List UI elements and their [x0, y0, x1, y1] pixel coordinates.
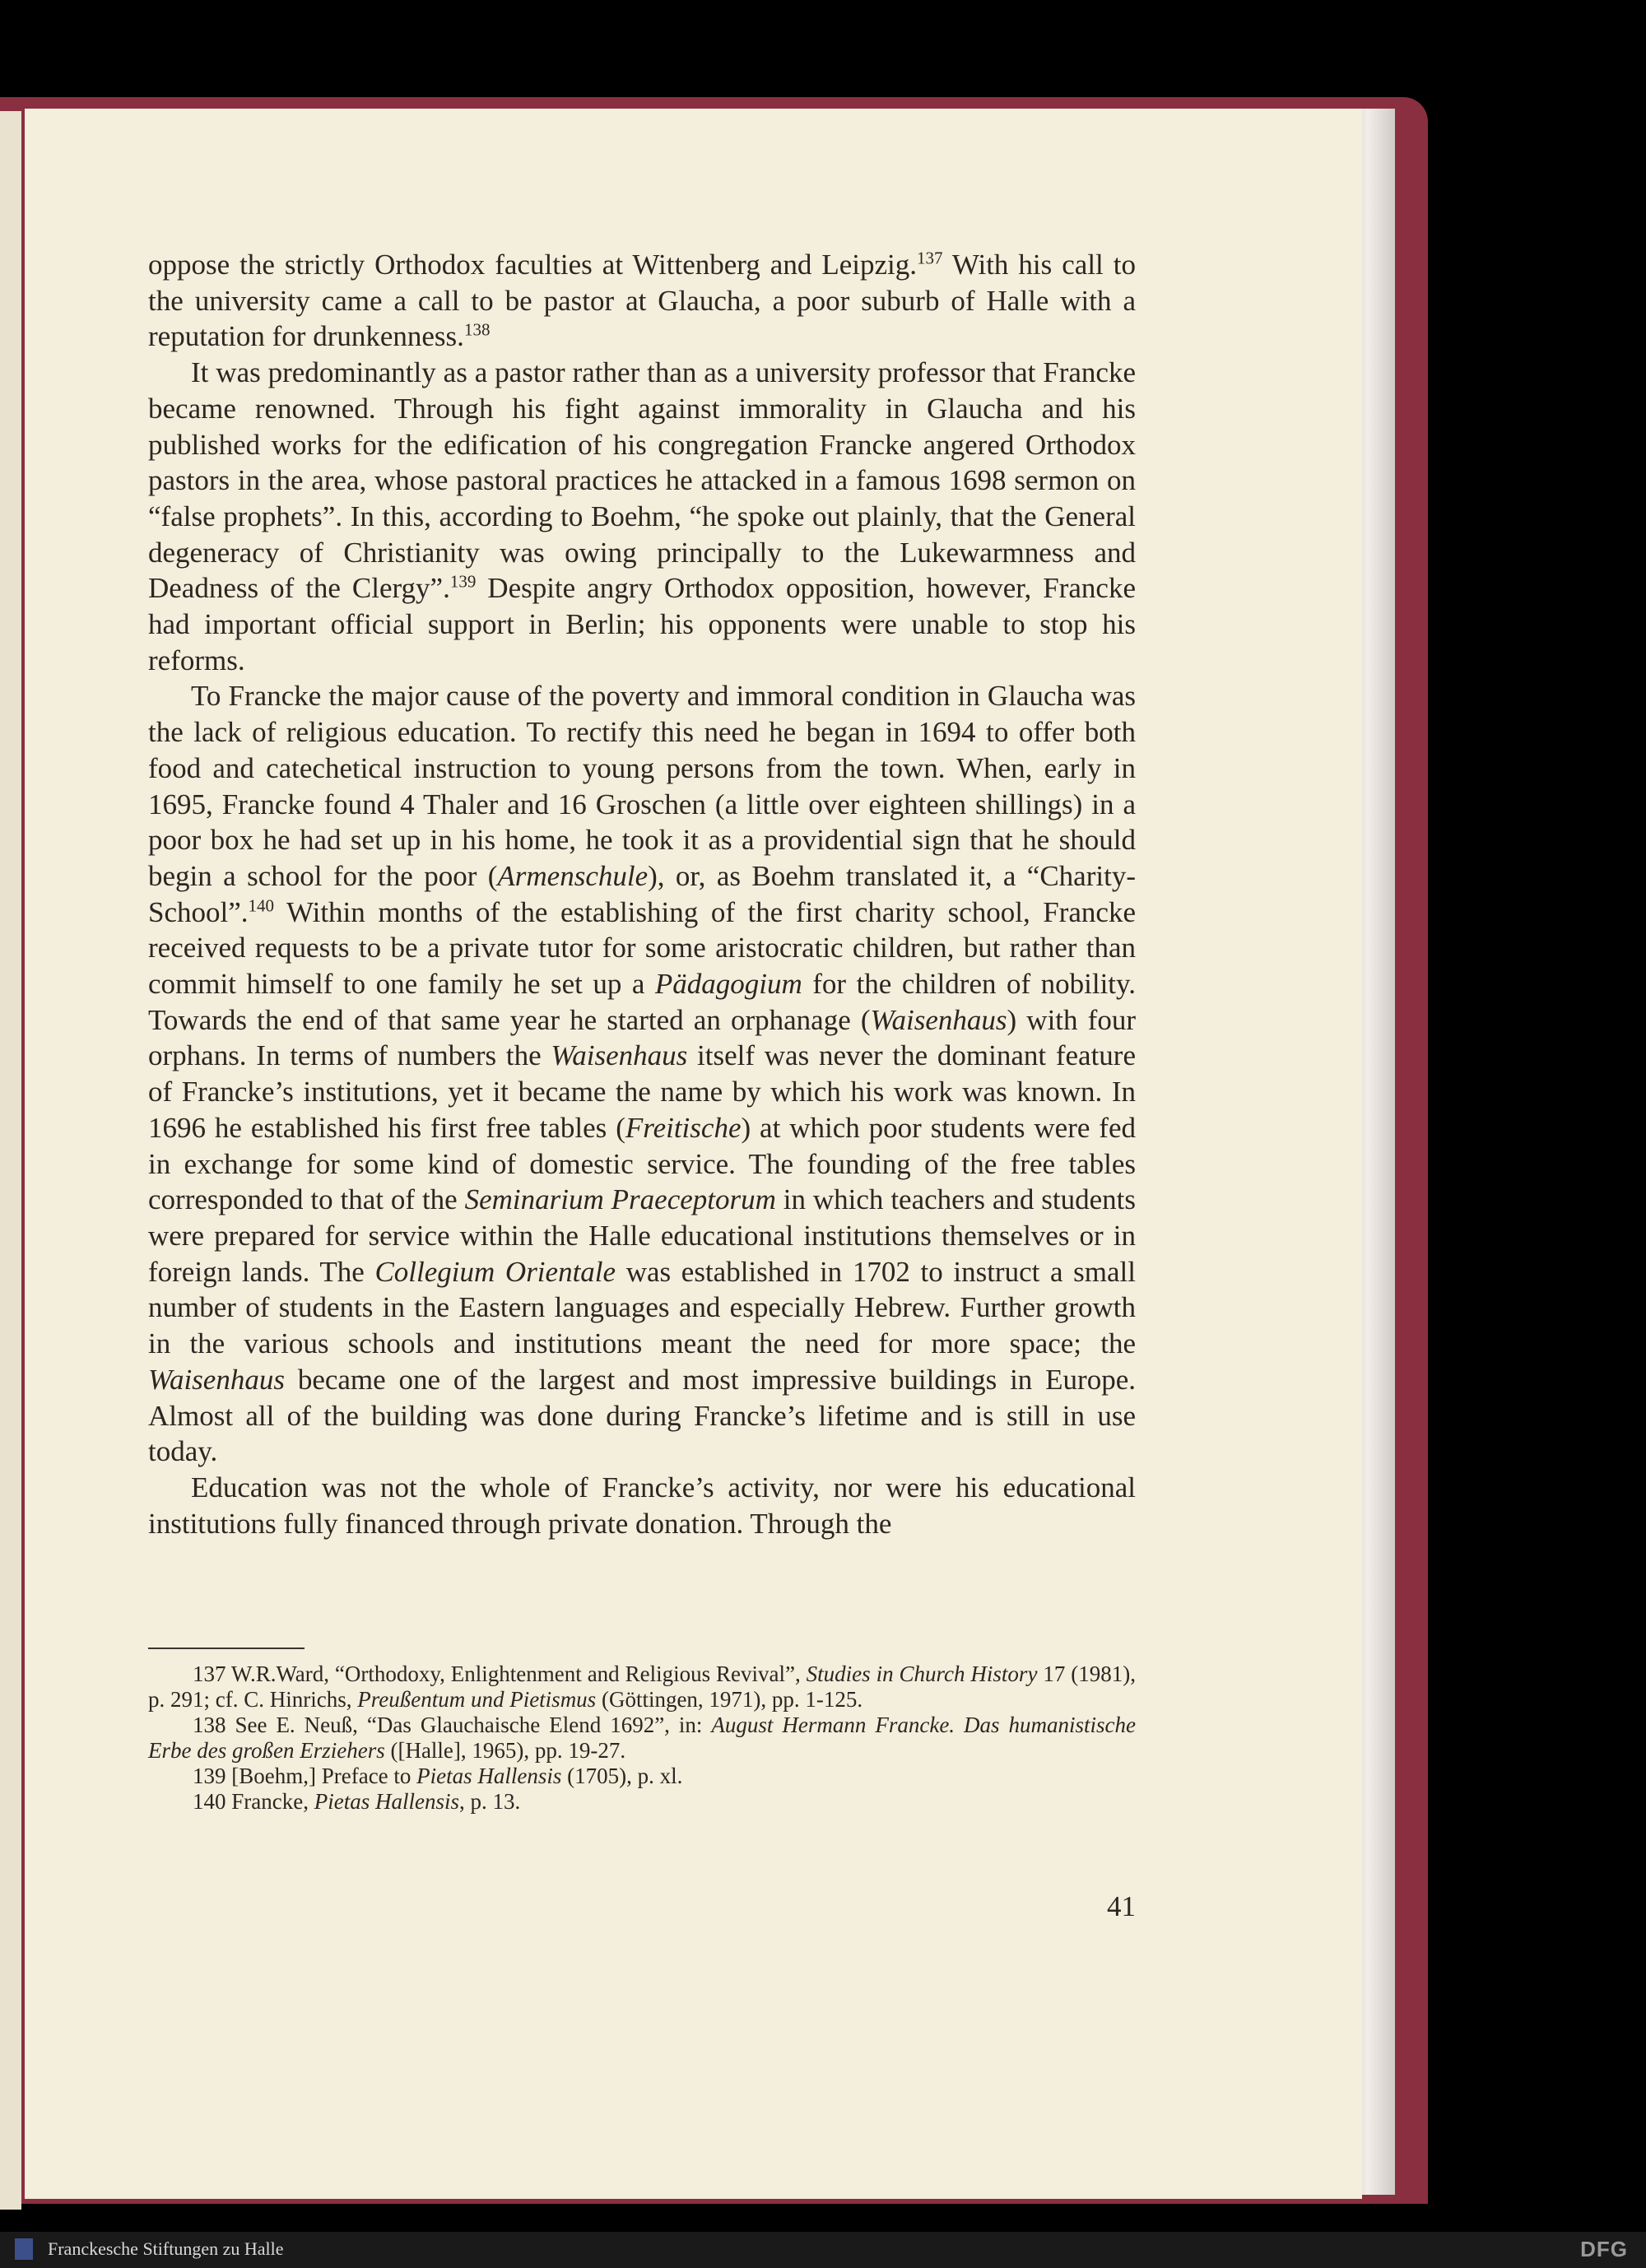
- italic-text: Waisenhaus: [148, 1363, 285, 1396]
- footnote-140: [148, 1789, 1136, 1815]
- italic-text: Armenschule: [497, 859, 649, 892]
- paragraph-3: [148, 678, 1136, 1469]
- institution-name[interactable]: Franckesche Stiftungen zu Halle: [48, 2238, 284, 2259]
- footnote-ref: 140: [248, 895, 275, 916]
- text-run: in which teachers and students were prepared for service within the Halle educational institutions themselves or in foreign lands. The: [148, 1183, 1136, 1288]
- italic-text: Waisenhaus: [551, 1039, 688, 1072]
- text-run: ) at which poor students were fed in exchange for some kind of domestic service. The founding of the free tables corresponded to that of the: [148, 1111, 1136, 1216]
- text-run: 140 Francke,: [193, 1789, 314, 1814]
- page-number: 41: [1107, 1890, 1136, 1922]
- text-run: , p. 13.: [458, 1789, 521, 1814]
- body-text: [148, 247, 1136, 1541]
- text-run: for the children of nobility. Towards the end of that same year he started an orphanage (: [148, 968, 1136, 1036]
- footnote-137: [148, 1661, 1136, 1713]
- text-run: Education was not the whole of Francke’s activity, nor were his educational institutions fully financed through private donation. Through the: [148, 1471, 1136, 1540]
- paragraph-2: [148, 355, 1136, 678]
- text-run: 139 [Boehm,] Preface to: [193, 1764, 417, 1788]
- text-run: 17 (1981), p. 291; cf. C. Hinrichs,: [148, 1661, 1137, 1712]
- institution-logo-icon: [15, 2238, 33, 2260]
- italic-text: Seminarium Praeceptorum: [464, 1183, 776, 1216]
- italic-text: Freitische: [625, 1111, 742, 1144]
- text-run: was established in 1702 to instruct a small number of students in the Eastern languages and especially Hebrew. Further growth in the various schools and institutions meant the need for more space; the: [148, 1255, 1137, 1360]
- text-run: 137 W.R.Ward, “Orthodoxy, Enlightenment and Religious Revival”,: [193, 1661, 807, 1686]
- italic-text: Pädagogium: [654, 968, 802, 1001]
- footnote-ref: 139: [449, 571, 477, 592]
- text-run: It was predominantly as a pastor rather than as a university professor that Francke became renowned. Through his fight against immorality in Glaucha and his published works for the edification of his congregation Francke angered Orthodox pastors in the area, whose pastoral practices he attacked in a famous 1698 sermon on “false prophets”. In this, according to Boehm, “he spoke out plainly, that the General degeneracy of Christianity was owing principally to the Lukewarmness and Deadness of the Clergy”.: [148, 356, 1136, 605]
- italic-text: Collegium Orientale: [374, 1255, 616, 1288]
- footnotes: [148, 1661, 1136, 1815]
- paragraph-4: [148, 1470, 1136, 1541]
- italic-text: August Hermann Francke. Das humanistische Erbe des großen Erziehers: [148, 1713, 1137, 1763]
- italic-text: Waisenhaus: [870, 1003, 1007, 1036]
- italic-text: Pietas Hallensis: [416, 1764, 562, 1788]
- text-run: 138 See E. Neuß, “Das Glauchaische Elend 1692”, in:: [193, 1713, 712, 1737]
- text-run: oppose the strictly Orthodox faculties at Wittenberg and Leipzig.: [148, 249, 917, 281]
- italic-text: Pietas Hallensis: [314, 1789, 459, 1814]
- paragraph-1: [148, 247, 1136, 355]
- text-run: With his call to the university came a call to be pastor at Glaucha, a poor suburb of Halle with a reputation for drunkenness.: [148, 249, 1136, 353]
- footnote-139: [148, 1764, 1136, 1789]
- italic-text: Studies in Church History: [806, 1661, 1038, 1686]
- text-run: ), or, as Boehm translated it, a “Charity-School”.: [148, 859, 1136, 928]
- text-run: itself was never the dominant feature of Francke’s institutions, yet it became the name by which his work was known. In 1696 he established his first free tables (: [148, 1039, 1136, 1144]
- text-run: Despite angry Orthodox opposition, however, Francke had important official support in Berlin; his opponents were unable to stop his reforms.: [148, 572, 1136, 676]
- text-run: Within months of the establishing of the first charity school, Francke received requests to be a private tutor for some aristocratic children, but rather than commit himself to one family he set up a: [148, 895, 1136, 1001]
- italic-text: Preußentum und Pietismus: [357, 1687, 597, 1712]
- footnote-rule: [148, 1648, 305, 1649]
- text-run: (Göttingen, 1971), pp. 1-125.: [596, 1687, 863, 1712]
- text-run: To Francke the major cause of the poverty and immoral condition in Glaucha was the lack of religious education. To rectify this need he began in 1694 to offer both food and catechetical instruction to young persons from the town. When, early in 1695, Francke found 4 Thaler and 16 Groschen (a little over eighteen shillings) in a poor box he had set up in his home, he took it as a providential sign that he should begin a school for the poor (: [148, 680, 1136, 892]
- dfg-logo: DFG: [1580, 2237, 1628, 2261]
- viewer-footer-bar: [0, 2232, 1646, 2268]
- footnote-ref: 138: [463, 319, 491, 340]
- facing-page-edge: [0, 111, 21, 2210]
- text-run: (1705), p. xl.: [561, 1764, 683, 1788]
- footnote-ref: 137: [916, 248, 943, 268]
- text-run: ([Halle], 1965), pp. 19-27.: [384, 1738, 626, 1763]
- text-run: became one of the largest and most impressive buildings in Europe. Almost all of the building was done during Francke’s lifetime and is still in use today.: [148, 1363, 1136, 1468]
- footnote-138: [148, 1713, 1136, 1764]
- text-run: ) with four orphans. In terms of numbers the: [148, 1003, 1136, 1072]
